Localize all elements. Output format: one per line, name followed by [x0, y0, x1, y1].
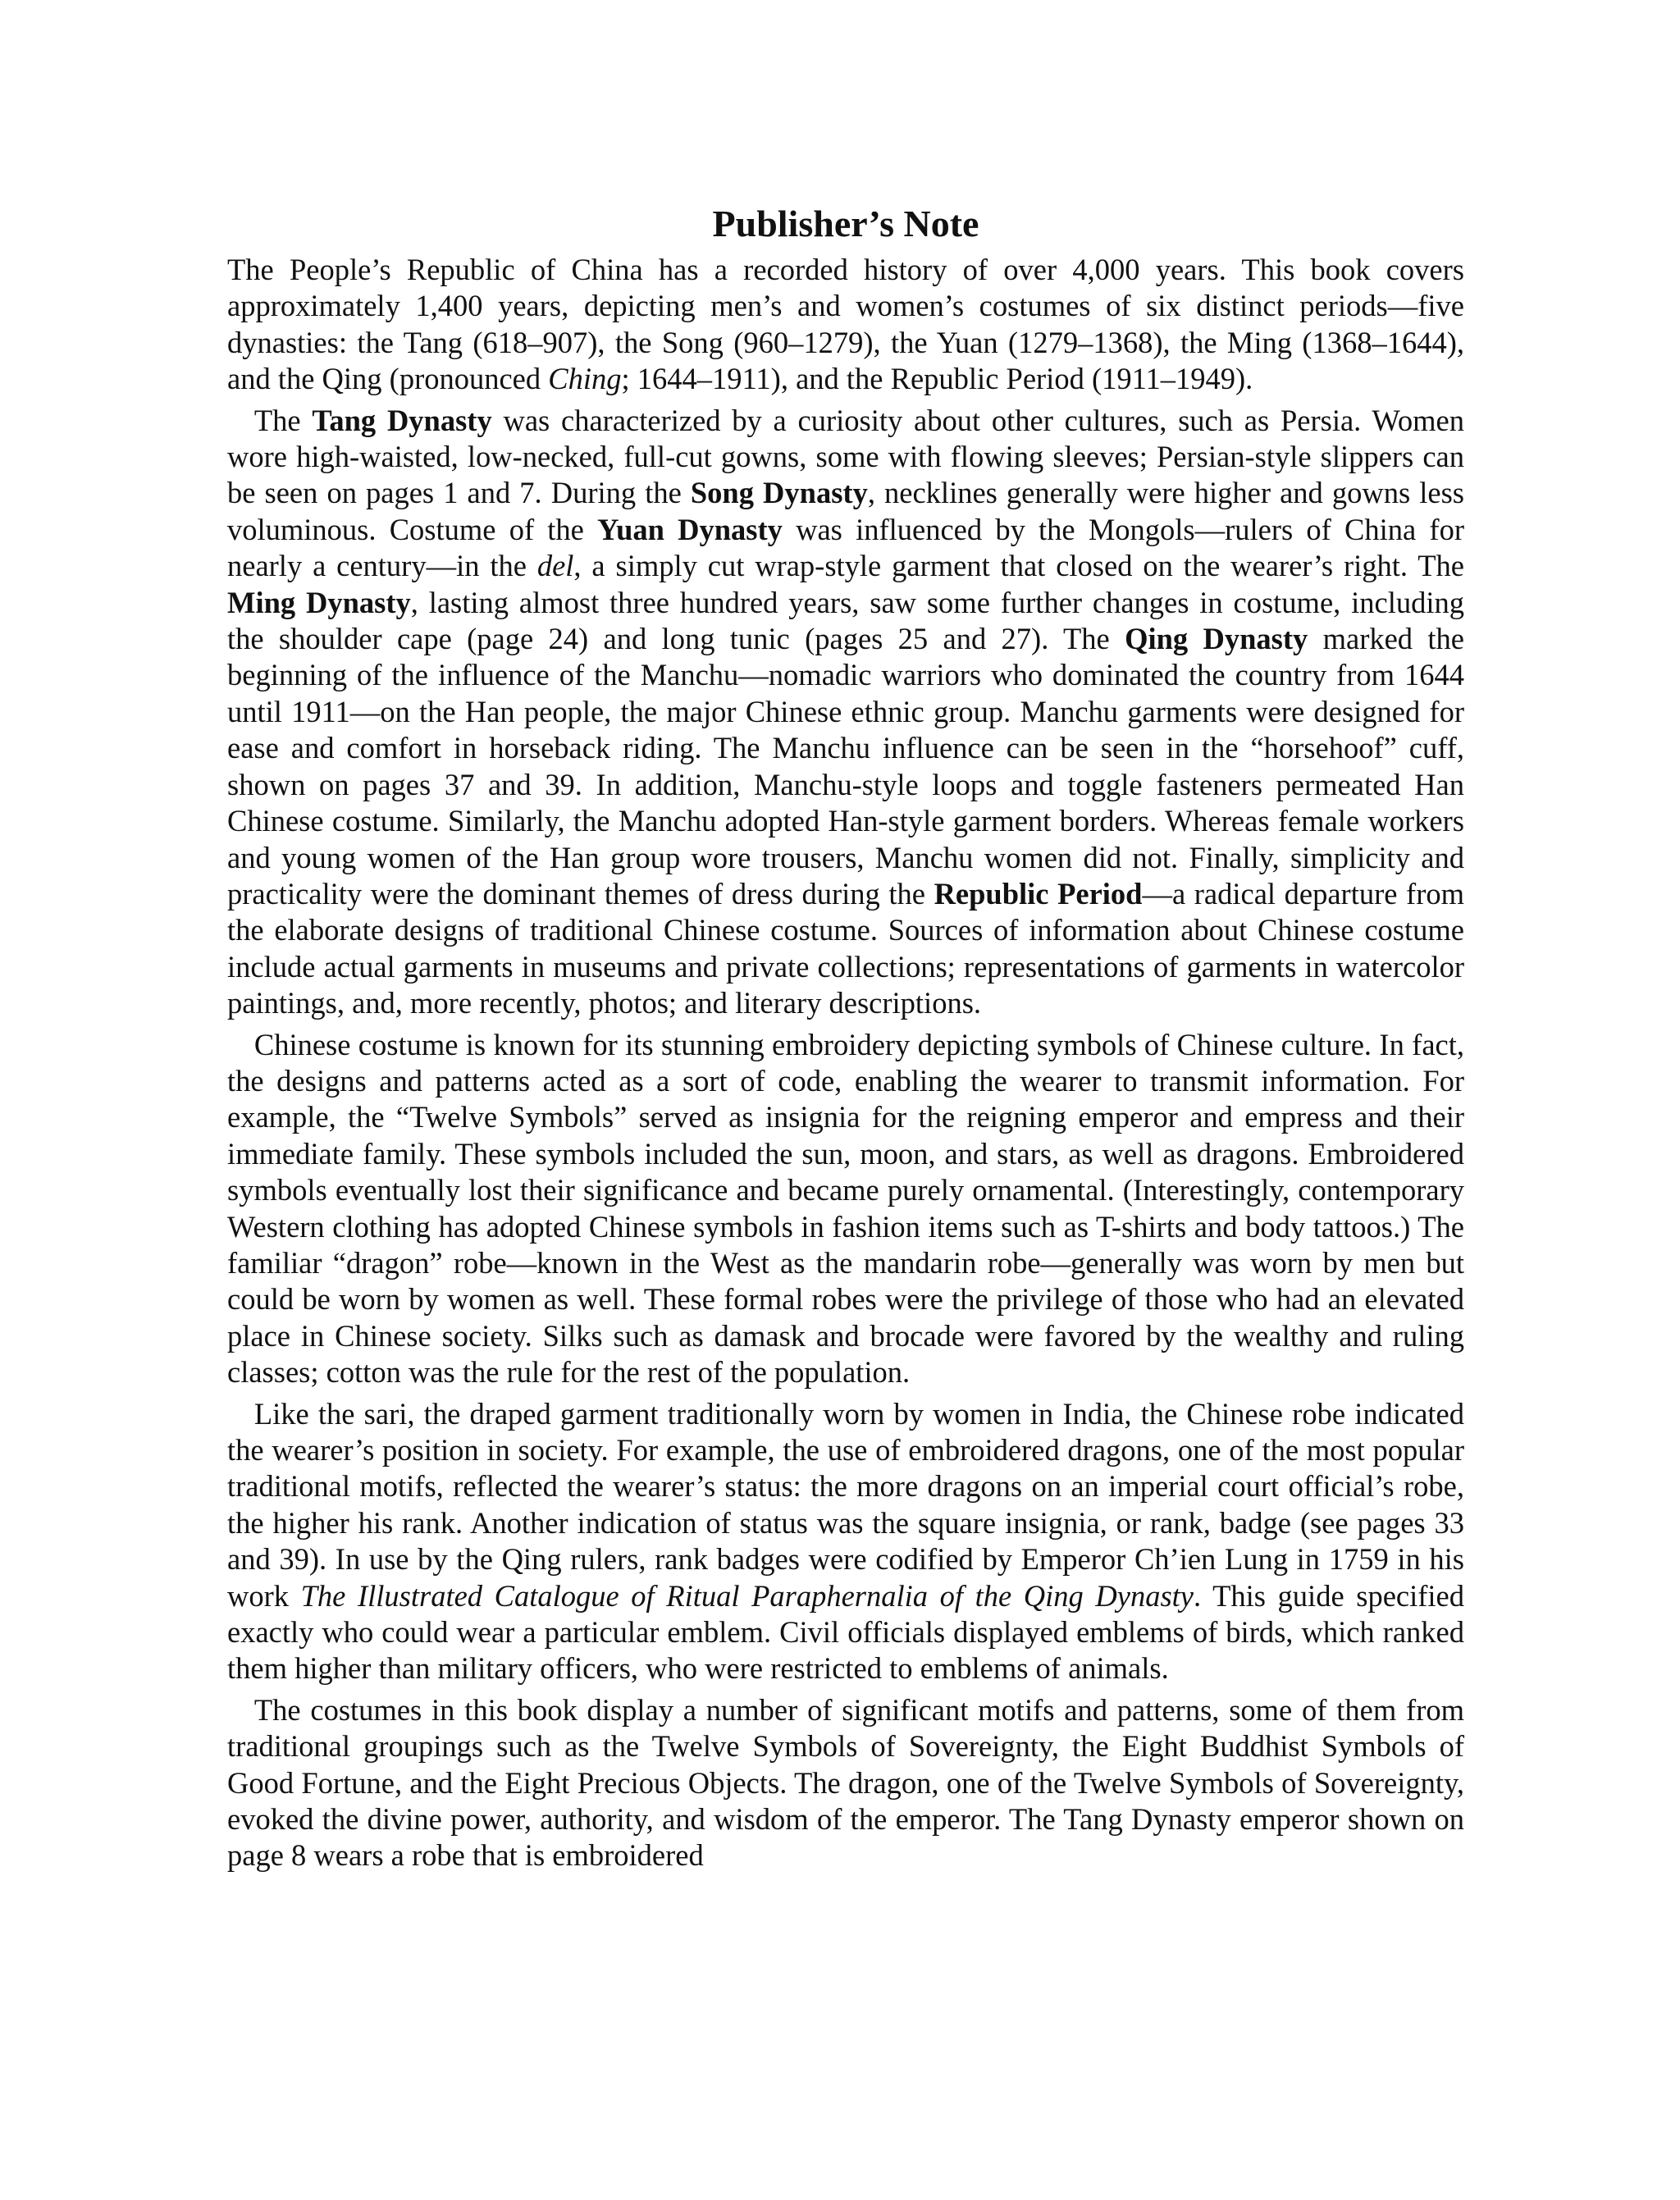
- text-run-bold: Tang Dynasty: [312, 403, 492, 437]
- text-run: , lasting almost three hundred years, saw some further changes in costume, including the shoulder cape (page 24) and long tunic (pages 25 and 27). The: [227, 585, 1464, 656]
- text-run-bold: Yuan Dynasty: [597, 512, 783, 546]
- text-run: marked the beginning of the influence of the Manchu—nomadic warriors who dominated the country from 1644 until 1911—on the Han people, the major Chinese ethnic group. Manchu garments were designed for ease and comfort in horseback riding. The Manchu influence can be seen in the “horsehoof” cuff, shown on pages 37 and 39. In addition, Manchu-style loops and toggle fasteners permeated Han Chinese costume. Similarly, the Manchu adopted Han-style garment borders. Whereas female workers and young women of the Han group wore trousers, Manchu women did not. Finally, simplicity and practicality were the dominant themes of dress during the: [227, 622, 1464, 911]
- text-run: Chinese costume is known for its stunning embroidery depicting symbols of Chinese culture. In fact, the designs and patterns acted as a sort of code, enabling the wearer to transmit information. For example, the “Twelve Symbols” served as insignia for the reigning emperor and empress and their immediate family. These symbols included the sun, moon, and stars, as well as dragons. Embroidered symbols eventually lost their significance and became purely ornamental. (Interestingly, contemporary Western clothing has adopted Chinese symbols in fashion items such as T-shirts and body tattoos.) The familiar “dragon” robe—known in the West as the mandarin robe—generally was worn by men but could be worn by women as well. These formal robes were the privilege of those who had an elevated place in Chinese society. Silks such as damask and brocade were favored by the wealthy and ruling classes; cotton was the rule for the rest of the population.: [227, 1027, 1464, 1390]
- paragraph-dynasties: [227, 403, 1464, 1022]
- text-run-bold: Ming Dynasty: [227, 585, 411, 619]
- paragraph-motifs: [227, 1692, 1464, 1874]
- page-title: Publisher’s Note: [712, 203, 979, 244]
- text-run-bold: Qing Dynasty: [1125, 622, 1308, 656]
- text-run: . This guide specified exactly who could wear a particular emblem. Civil officials displayed emblems of birds, which ranked them higher than military officers, who were restricted to emblems of animals.: [227, 1578, 1464, 1686]
- text-run: , a simply cut wrap-style garment that closed on the wearer’s right. The: [573, 549, 1465, 583]
- text-run: ; 1644–1911), and the Republic Period (1911–1949).: [621, 362, 1253, 396]
- text-run: , necklines generally were higher and gowns less voluminous. Costume of the: [227, 476, 1464, 546]
- text-run-italic: Ching: [548, 362, 622, 396]
- text-run: was influenced by the Mongols—rulers of China for nearly a century—in the: [227, 512, 1464, 583]
- page-content: [227, 201, 1464, 1874]
- text-run: The People’s Republic of China has a recorded history of over 4,000 years. This book covers approximately 1,400 years, depicting men’s and women’s costumes of six distinct periods—five dynasties: the Tang (618–907), the Song (960–1279), the Yuan (1279–1368), the Ming (1368–1644), and the Qing (pronounced: [227, 253, 1464, 396]
- text-run-italic: The Illustrated Catalogue of Ritual Paraphernalia of the Qing Dynasty: [300, 1578, 1194, 1613]
- text-run: —a radical departure from the elaborate designs of traditional Chinese costume. Sources of information about Chinese costume include actual garments in museums and private collections; representations of garments in watercolor paintings, and, more recently, photos; and literary descriptions.: [227, 876, 1464, 1020]
- text-run-bold: Republic Period: [934, 876, 1143, 911]
- text-run: The: [253, 403, 313, 437]
- text-run-italic: del: [536, 549, 574, 583]
- paragraph-status: [227, 1396, 1464, 1687]
- paragraph-intro: [227, 252, 1464, 398]
- text-run: The costumes in this book display a number of significant motifs and patterns, some of them from traditional groupings such as the Twelve Symbols of Sovereignty, the Eight Buddhist Symbols of Good Fortune, and the Eight Precious Objects. The dragon, one of the Twelve Symbols of Sovereignty, evoked the divine power, authority, and wisdom of the emperor. The Tang Dynasty emperor shown on page 8 wears a robe that is embroidered: [227, 1692, 1464, 1873]
- text-run: Like the sari, the draped garment traditionally worn by women in India, the Chinese robe indicated the wearer’s position in society. For example, the use of embroidered dragons, one of the most popular traditional motifs, reflected the wearer’s status: the more dragons on an imperial court official’s robe, the higher his rank. Another indication of status was the square insignia, or rank, badge (see pages 33 and 39). In use by the Qing rulers, rank badges were codified by Emperor Ch’ien Lung in 1759 in his work: [227, 1396, 1464, 1613]
- paragraph-embroidery: [227, 1027, 1464, 1391]
- text-run: was characterized by a curiosity about other cultures, such as Persia. Women wore high-waisted, low-necked, full-cut gowns, some with flowing sleeves; Persian-style slippers can be seen on pages 1 and 7. During the: [227, 403, 1465, 510]
- text-run-bold: Song Dynasty: [690, 476, 868, 510]
